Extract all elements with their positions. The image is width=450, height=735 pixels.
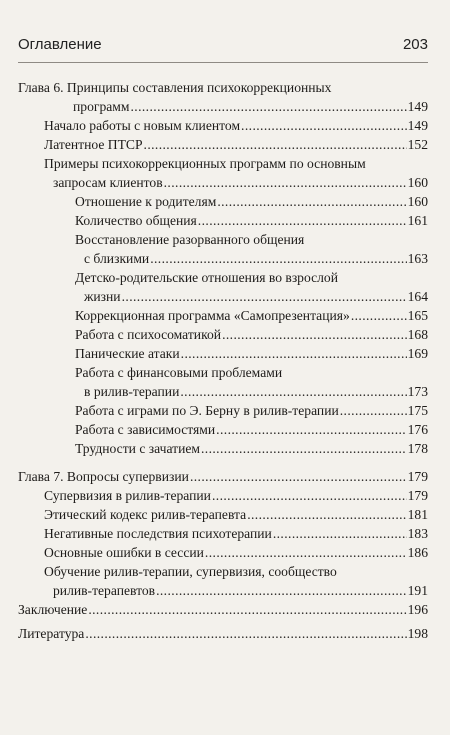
toc-entry-title-line: Литература [18,626,85,641]
toc-entry-title-line: жизни [84,289,121,304]
toc-page-number: 169 [407,346,428,361]
toc-entry-title-line: Латентное ПТСР [44,137,143,152]
toc-entry-title-line: Отношение к родителям [75,194,217,209]
toc-entry[interactable] [75,211,428,230]
toc-page-number: 152 [407,137,428,152]
toc-entry-title-line: Восстановление разорванного общения [75,232,305,247]
toc-page-number: 165 [407,308,428,323]
leader-dots [273,524,407,543]
toc-entry-chapter-6[interactable] [18,78,428,116]
toc-page-number: 179 [407,488,428,503]
toc-page-number: 161 [407,213,428,228]
leader-dots [247,505,406,524]
leader-dots [181,344,407,363]
toc-page-number: 186 [407,545,428,560]
toc-entry-title-line: рилив-терапевтов [53,583,156,598]
toc-page-number: 176 [407,422,428,437]
toc-entry[interactable] [44,154,428,192]
leader-dots [222,325,407,344]
toc-entry-literature[interactable] [18,624,428,643]
toc-entry[interactable] [75,268,428,306]
leader-dots [216,420,406,439]
toc-entry[interactable] [44,486,428,505]
toc-page-number: 175 [407,403,428,418]
toc-entry-title-line: Основные ошибки в сессии [44,545,204,560]
toc-entry[interactable] [75,401,428,420]
toc-entry-title-line: Начало работы с новым клиентом [44,118,241,133]
leader-dots [144,135,407,154]
toc-entry-title-line: Заключение [18,602,88,617]
toc-entry[interactable] [44,524,428,543]
toc-page-number: 198 [407,626,428,641]
toc-page-number: 173 [407,384,428,399]
toc-entry[interactable] [75,420,428,439]
toc-entry[interactable] [44,543,428,562]
toc-entry-title-line: Супервизия в рилив-терапии [44,488,211,503]
leader-dots [212,486,407,505]
toc-entry-title-line: Примеры психокоррекционных программ по основным [44,156,366,171]
toc-entry-title-line: Детско-родительские отношения во взрослой [75,270,339,285]
toc-entry[interactable] [44,116,428,135]
toc-entry-chapter-7[interactable] [18,467,428,486]
leader-dots [85,624,406,643]
toc-entry[interactable] [44,135,428,154]
toc-page-number: 160 [407,175,428,190]
toc-entry-title-line: с близкими [84,251,150,266]
toc-page-number: 179 [407,469,428,484]
toc-page-number: 181 [407,507,428,522]
leader-dots [164,173,407,192]
leader-dots [201,439,407,458]
leader-dots [351,306,407,325]
toc-entry-title-line: в рилив-терапии [84,384,180,399]
leader-dots [190,467,407,486]
toc-entry-title-line: Этический кодекс рилив-терапевта [44,507,247,522]
toc-entry-title-line: Глава 6. Принципы составления психокоррекционных [18,80,332,95]
leader-dots [198,211,407,230]
toc-page-number: 196 [407,602,428,617]
toc-entry-title-line: Глава 7. Вопросы супервизии [18,469,189,484]
leader-dots [241,116,407,135]
running-head [18,36,428,53]
page-number: 203 [402,36,428,53]
toc-entry[interactable] [75,192,428,211]
toc-entry[interactable] [75,306,428,325]
header-rule [18,62,428,63]
leader-dots [217,192,406,211]
toc-entry-title-line: Количество общения [75,213,197,228]
toc-entry-title-line: запросам клиентов [53,175,163,190]
toc-page-number: 163 [407,251,428,266]
toc-entry-title-line: Работа с зависимостями [75,422,216,437]
toc-entry-title-line: Коррекционная программа «Самопрезентация» [75,308,350,323]
toc-entry[interactable] [75,230,428,268]
toc-entry[interactable] [75,363,428,401]
leader-dots [150,249,406,268]
leader-dots [156,581,407,600]
toc-page-number: 168 [407,327,428,342]
leader-dots [130,97,406,116]
toc-page-number: 164 [407,289,428,304]
toc-entry-title-line: программ [73,99,130,114]
toc-entry-title-line: Обучение рилив-терапии, супервизия, сообщество [44,564,337,579]
leader-dots [180,382,406,401]
toc-entry[interactable] [75,439,428,458]
leader-dots [340,401,407,420]
toc-entry-title-line: Работа с финансовыми проблемами [75,365,283,380]
toc-page-number: 149 [407,118,428,133]
toc-entry[interactable] [75,344,428,363]
toc-entry-title-line: Трудности с зачатием [75,441,200,456]
toc-entry-title-line: Работа с психосоматикой [75,327,222,342]
toc-entry[interactable] [44,562,428,600]
toc-entry-conclusion[interactable] [18,600,428,619]
leader-dots [88,600,406,619]
leader-dots [205,543,407,562]
toc-page-number: 160 [407,194,428,209]
toc-entry[interactable] [75,325,428,344]
leader-dots [122,287,407,306]
toc-entry-title-line: Панические атаки [75,346,180,361]
toc-page-number: 183 [407,526,428,541]
toc-page-number: 149 [407,99,428,114]
toc-entry[interactable] [44,505,428,524]
toc-page-number: 191 [407,583,428,598]
toc-entry-title-line: Работа с играми по Э. Берну в рилив-терапии [75,403,339,418]
toc-entry-title-line: Негативные последствия психотерапии [44,526,272,541]
toc-page-number: 178 [407,441,428,456]
section-title: Оглавление [18,36,102,53]
